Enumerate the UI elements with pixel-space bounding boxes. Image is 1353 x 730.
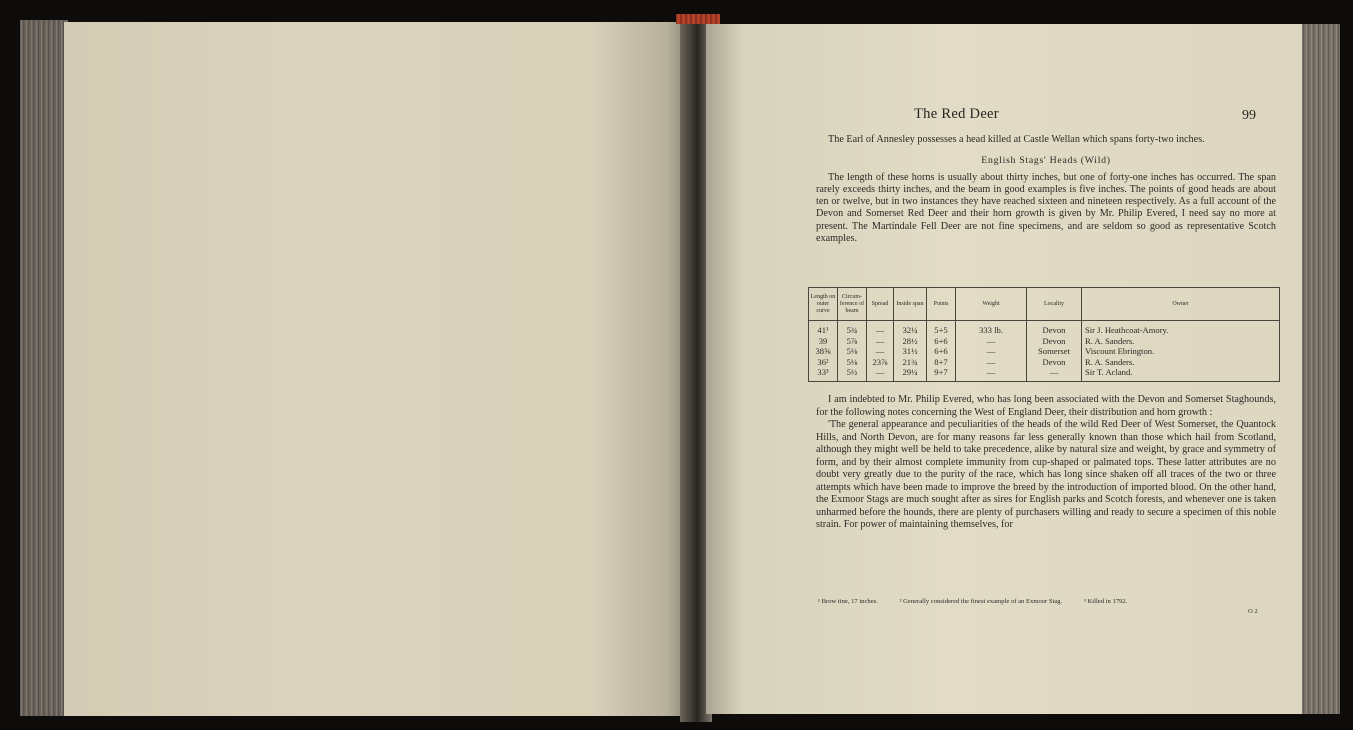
- cell-owner: Sir T. Acland.: [1082, 367, 1280, 381]
- paragraph-1: The length of these horns is usually about thirty inches, but one of forty-one inches has occurred. The span rarely exceeds thirty inches, and the beam in good examples is five inches. The points of good heads are about ten or twelve, but in two instances they have reached sixteen and nineteen respectively. As a full account of the Devon and Somerset Red Deer and their horn growth is given by Mr. Philip Evered, I need say no more at present. The Martindale Fell Deer are not fine specimens, and are seldom so good as representative Scotch examples.: [816, 171, 1276, 245]
- left-page-edges: [20, 20, 68, 716]
- footnote-3: ³ Killed in 1792.: [1083, 598, 1128, 605]
- footnote-1: ¹ Brow tine, 17 inches.: [818, 598, 878, 605]
- table-row: [809, 367, 1280, 381]
- table-row: [809, 346, 1280, 357]
- cell-inside-span: 31½: [894, 346, 927, 357]
- col-owner: Owner: [1082, 288, 1280, 321]
- cell-locality: Devon: [1027, 357, 1082, 368]
- cell-length: 39: [809, 336, 838, 347]
- intro-paragraph: The Earl of Annesley possesses a head killed at Castle Wellan which spans forty-two inches.: [828, 134, 1205, 145]
- cell-length: 33³: [809, 367, 838, 381]
- cell-weight: —: [956, 336, 1027, 347]
- cell-points: 6+6: [927, 336, 956, 347]
- cell-spread: —: [867, 321, 894, 336]
- col-locality: Locality: [1027, 288, 1082, 321]
- cell-circumference: 5⅞: [838, 336, 867, 347]
- cell-points: 9+7: [927, 367, 956, 381]
- col-points: Points: [927, 288, 956, 321]
- col-inside-span: Inside span: [894, 288, 927, 321]
- cell-length: 36²: [809, 357, 838, 368]
- cell-length: 41¹: [809, 321, 838, 336]
- cell-spread: —: [867, 336, 894, 347]
- cell-circumference: 5⅛: [838, 346, 867, 357]
- cell-owner: R. A. Sanders.: [1082, 357, 1280, 368]
- cell-circumference: 5½: [838, 367, 867, 381]
- cell-owner: Viscount Ebrington.: [1082, 346, 1280, 357]
- cell-circumference: 5¾: [838, 321, 867, 336]
- cell-circumference: 5⅛: [838, 357, 867, 368]
- page-number: 99: [1242, 108, 1256, 123]
- lower-text: [816, 394, 1276, 532]
- cell-points: 8+7: [927, 357, 956, 368]
- cell-locality: Somerset: [1027, 346, 1082, 357]
- col-spread: Spread: [867, 288, 894, 321]
- col-length: Length on outer curve: [809, 288, 838, 321]
- cell-locality: —: [1027, 367, 1082, 381]
- cell-locality: Devon: [1027, 321, 1082, 336]
- cell-weight: 333 lb.: [956, 321, 1027, 336]
- footnotes: [818, 598, 1278, 605]
- bookmark-ribbon: [676, 14, 720, 24]
- table-row: [809, 336, 1280, 347]
- cell-spread: —: [867, 367, 894, 381]
- table-row: [809, 321, 1280, 336]
- section-heading: English Stags' Heads (Wild): [981, 155, 1111, 167]
- running-head: The Red Deer: [914, 106, 999, 122]
- table-header-row: [809, 288, 1280, 321]
- cell-points: 5+5: [927, 321, 956, 336]
- cell-owner: R. A. Sanders.: [1082, 336, 1280, 347]
- col-weight: Weight: [956, 288, 1027, 321]
- cell-weight: —: [956, 357, 1027, 368]
- cell-spread: —: [867, 346, 894, 357]
- paragraph-3: 'The general appearance and peculiarities of the heads of the wild Red Deer of West Somerset, the Quantock Hills, and North Devon, are for many reasons far less generally known than those which hail from Scotland, although they might well be held to take precedence, alike by natural size and weight, by grace and symmetry of form, and by their almost complete immunity from cup-shaped or palmated tops. These latter attributes are no doubt very greatly due to the purity of the race, which has long since shaken off all traces of the two or three attempts which have been made to improve the breed by the introduction of imported blood. On the other hand, the Exmoor Stags are much sought after as sires for English parks and Scotch forests, and whenever one is taken unharmed before the hounds, there are plenty of purchasers willing and ready to secure a specimen of this noble strain. For power of maintaining themselves, for: [816, 419, 1276, 530]
- cell-locality: Devon: [1027, 336, 1082, 347]
- right-page: [706, 24, 1302, 714]
- cell-weight: —: [956, 346, 1027, 357]
- right-page-edges: [1300, 24, 1340, 714]
- paragraph-2: I am indebted to Mr. Philip Evered, who has long been associated with the Devon and Somerset Staghounds, for the following notes concerning the West of England Deer, their distribution and horn growth :: [816, 394, 1276, 418]
- cell-inside-span: 21¾: [894, 357, 927, 368]
- cell-weight: —: [956, 367, 1027, 381]
- cell-spread: 23⅞: [867, 357, 894, 368]
- left-page-blank: [64, 22, 686, 716]
- cell-length: 38⅝: [809, 346, 838, 357]
- antler-table: [808, 287, 1280, 382]
- cell-owner: Sir J. Heathcoat-Amory.: [1082, 321, 1280, 336]
- cell-inside-span: 32¼: [894, 321, 927, 336]
- footnote-2: ² Generally considered the finest example of an Exmoor Stag.: [899, 598, 1063, 605]
- cell-points: 6+6: [927, 346, 956, 357]
- table-row: [809, 357, 1280, 368]
- upper-text: [816, 134, 1276, 245]
- cell-inside-span: 28½: [894, 336, 927, 347]
- cell-inside-span: 29¼: [894, 367, 927, 381]
- signature-mark: O 2: [1248, 608, 1258, 615]
- col-circumference: Circum-ference of beam: [838, 288, 867, 321]
- open-book: [20, 14, 1340, 722]
